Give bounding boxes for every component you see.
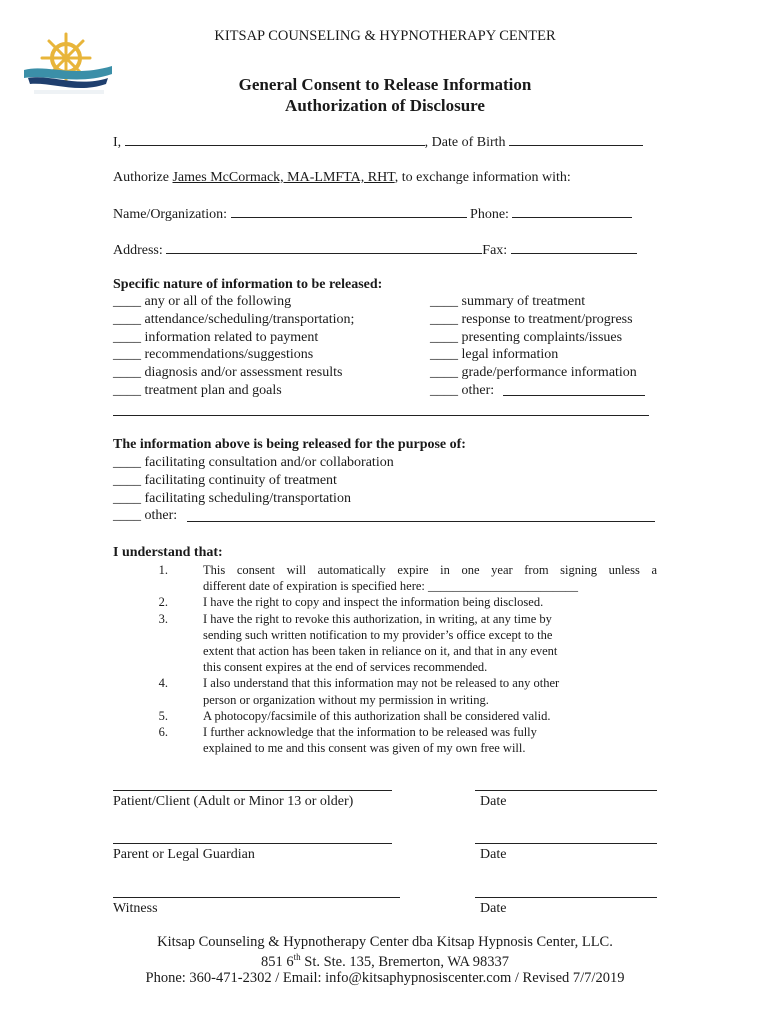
list-number: 1. [158,563,168,577]
purpose-item [113,491,351,507]
list-text-line: explained to me and this consent was given of my own free will. [203,741,526,756]
nature-item-label: presenting complaints/issues [461,329,623,345]
purpose-item [113,508,177,524]
list-text-line: person or organization without my permission in writing. [203,692,489,707]
list-number: 6. [158,725,168,739]
nature-item [430,383,494,399]
list-text-line: I further acknowledge that the information to be released was fully [203,725,537,739]
nature-item [113,330,318,346]
checkbox-blank[interactable]: ____ [113,455,141,470]
phone-field[interactable] [512,205,632,218]
nature-item-label: diagnosis and/or assessment results [144,365,343,381]
guardian-label: Parent or Legal Guardian [113,847,255,862]
checkbox-blank[interactable]: ____ [113,347,141,363]
list-text-line: A photocopy/facsimile of this authorization shall be considered valid. [203,708,551,723]
nature-item-label: legal information [461,347,559,363]
nature-item [113,312,354,328]
list-number: 2. [158,595,168,610]
patient-date-label: Date [480,794,507,809]
checkbox-blank[interactable]: ____ [430,294,458,309]
list-text-line: I have the right to revoke this authorization, in writing, at any time by [203,611,552,626]
purpose-item-label: facilitating scheduling/transportation [144,490,351,506]
checkbox-blank[interactable]: ____ [430,365,458,381]
checkbox-blank[interactable]: ____ [113,365,141,381]
witness-signature-line[interactable] [113,897,400,898]
checkbox-blank[interactable]: ____ [430,383,458,398]
purpose-item [113,473,337,489]
checkbox-blank[interactable]: ____ [113,294,141,309]
nature-item [113,365,342,381]
list-text-line: This consent will automatically expire in one year from signing unless a [203,563,657,577]
dob-field[interactable] [509,133,643,146]
nature-item-label: attendance/scheduling/transportation; [144,311,355,327]
nature-item-label: response to treatment/progress [461,311,633,327]
name-dob-row [113,133,643,151]
checkbox-blank[interactable]: ____ [113,472,141,488]
checkbox-blank[interactable]: ____ [113,383,141,398]
provider-name: James McCormack, MA-LMFTA, RHT [172,170,395,185]
footer-address-suffix: th [293,952,301,962]
checkbox-blank[interactable]: ____ [113,490,141,506]
nature-item-label: recommendations/suggestions [144,347,314,363]
nature-item [113,383,282,399]
footer-company: Kitsap Counseling & Hypnotherapy Center dba Kitsap Hypnosis Center, LLC. [157,934,613,950]
nature-item [430,330,622,346]
purpose-heading: The information above is being released for the purpose of: [113,437,466,452]
guardian-date-line[interactable] [475,843,657,844]
footer-address-rest: St. Ste. 135, Bremerton, WA 98337 [300,953,509,970]
nature-item-label: treatment plan and goals [144,383,282,398]
org-name: KITSAP COUNSELING & HYPNOTHERAPY CENTER [214,28,556,44]
footer-contact: Phone: 360-471-2302 / Email: info@kitsaphypnosiscenter.com / Revised 7/7/2019 [145,970,625,986]
authorize-row [113,170,571,186]
list-number: 5. [158,708,168,723]
nature-item-label: summary of treatment [461,294,586,309]
witness-date-line[interactable] [475,897,657,898]
list-number: 4. [158,676,168,691]
name-org-field[interactable] [231,205,467,218]
i-label: I, [113,135,122,150]
form-subtitle: Authorization of Disclosure [285,96,485,115]
name-org-row [113,205,632,223]
list-text-line: different date of expiration is specified here: ________________________ [203,579,579,594]
witness-label: Witness [113,901,158,916]
nature-item [113,347,313,363]
dob-label: , Date of Birth [424,135,506,150]
nature-heading: Specific nature of information to be released: [113,277,383,292]
purpose-item [113,455,394,471]
purpose-item-label: facilitating continuity of treatment [144,472,337,488]
nature-extra-line[interactable] [113,415,649,416]
nature-other-field[interactable] [503,383,645,396]
patient-date-line[interactable] [475,790,657,791]
checkbox-blank[interactable]: ____ [113,311,141,327]
address-label: Address: [113,243,163,258]
guardian-signature-line[interactable] [113,843,392,844]
nature-item [430,365,637,381]
name-field[interactable] [125,133,425,146]
phone-label: Phone: [470,207,509,222]
checkbox-blank[interactable]: ____ [430,311,458,327]
checkbox-blank[interactable]: ____ [430,347,458,363]
patient-label: Patient/Client (Adult or Minor 13 or older) [113,794,354,809]
patient-signature-line[interactable] [113,790,392,791]
understand-heading: I understand that: [113,545,223,560]
form-title: General Consent to Release Information [238,75,532,94]
list-text-line: I also understand that this information may not be released to any other [203,676,560,691]
address-field[interactable] [166,241,482,254]
checkbox-blank[interactable]: ____ [113,329,141,345]
nature-item [113,294,291,310]
nature-item [430,294,585,310]
address-row [113,241,637,259]
nature-item-label: any or all of the following [144,294,292,309]
authorize-prefix: Authorize [113,170,169,185]
nature-item-label: grade/performance information [461,365,637,381]
checkbox-blank[interactable]: ____ [113,508,141,524]
guardian-date-label: Date [480,847,507,862]
nature-item-label: information related to payment [144,329,319,345]
list-text-line: I have the right to copy and inspect the information being disclosed. [203,595,544,610]
purpose-item-label: facilitating consultation and/or collaboration [144,455,394,470]
fax-field[interactable] [511,241,637,254]
witness-date-label: Date [480,901,507,916]
footer-address [0,952,770,971]
nature-item [430,312,633,328]
purpose-other-field[interactable] [187,509,655,522]
list-text-line: sending such written notification to my provider’s office except to the [203,627,553,642]
checkbox-blank[interactable]: ____ [430,329,458,345]
nature-item-label: other: [461,383,495,398]
nature-item [430,347,558,363]
list-text-line: extent that action has been taken in reliance on it, and that in any event [203,644,558,658]
list-number: 3. [158,611,168,626]
purpose-item-label: other: [144,508,178,524]
list-text-line: this consent expires at the end of services recommended. [203,660,488,675]
fax-label: Fax: [482,243,508,258]
name-org-label: Name/Organization: [113,207,228,222]
authorize-suffix: , to exchange information with: [394,170,571,185]
footer-address-number: 851 6 [260,953,294,970]
